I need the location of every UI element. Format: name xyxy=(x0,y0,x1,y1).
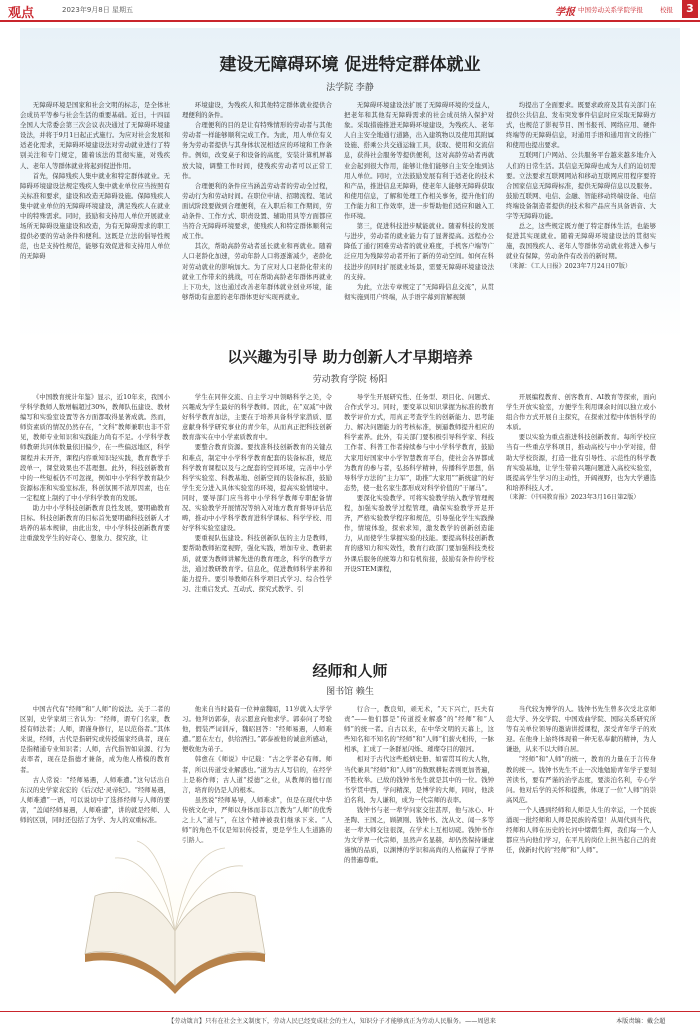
paragraph: 虽然说“经师易导，人师难求”，但是在现代中华传统文化中，严师以身体而非以言教为“人师”的优秀之上人“道与”，在这个精神被我们继承下来。“人师”的角色不仅是知识传授者，更是学生人生道路的 xyxy=(182,795,332,835)
article-source: （来源：《中国教育报》2023年3月16日第2版） xyxy=(506,493,640,501)
paragraph: 古人常说：“经师易遇，人师难遭。”这句话出自东汉的史学家袁宏的《后汉纪·灵帝纪》。“经师易遇，人师难遭”一语，可以说切中了选择经师与人师的要害，“盖闻经师易遇，人师难遭”，讲的就是经师、人师的区别，同时还包括了为学、为人的双重标准。 xyxy=(20,775,170,825)
paragraph: 环境建设，为残疾人和其他特定群体就业提供合理便利的条件。 xyxy=(182,101,332,120)
paragraph: 《中国教育统计年鉴》显示，近10年来，我国小学科学教师人数增幅超过30%，教师队伍建设、教材编写和实验室设置等各方面都取得显著成就。然而，师资素质的情况仍然存在，“文科”教师兼职也非不常见，教师专业知识和实践能力尚有不足。小学科学教师教研共同体数量依旧偏少，在一些偏远地区，科学课程并未开齐，课程内容重知识轻实践，教育教学手段单一，课堂效果也不甚理想。此外，科技创新教育中的一些短板仍不可忽视，例如中小学科学教育缺少资源标准和实验室标准，科创氛围不浓厚因素，也在一定程度上制约了中小学科学教育的发展。 xyxy=(20,393,170,502)
page-number: 3 xyxy=(682,0,698,18)
paragraph: 合理便利的目的是让有特殊情形的劳动者与其他劳动者一样能够顺利完成工作。为此，用人单位有义务为劳动者提供与其身体状况相适应的环境和工作条件。例如，改变桌子和设备的高度，安装计算机屏幕放大镜，调整工作时间，使残疾劳动者可以正常工作。 xyxy=(182,121,332,180)
paragraph: 要深化实验教学。可将实验教学纳入教学管理规程，加强实验教学过程管理，确保实验教学开足开齐，严格实验教学程序和规范，引导强化学生实践操作，情境体验，探索求知，激发教学的创新创造能力，从而使学生掌握实验的技能。要提高科技创新教育的感知力和实效性，教育行政部门要加强科技类校外课后服务的统筹力和有机衔接，鼓励有条件的学校开设STEM课程， xyxy=(344,493,494,573)
article-byline: 法学院 李静 xyxy=(326,83,374,93)
paragraph: 他来自当时最有一位神童魏昭，11岁就入太学学习。他拜访郭泰，表示愿意向他求学。郭泰问了考验他，假装严词训斥，魏昭回答：“经师易遇，人师难遭。”愿在左右，供给洒扫。”郭泰被他的诚意所感动，便收他为弟子。 xyxy=(182,705,332,754)
paragraph: 无障碍环境建设法扩展了无障碍环境的受益人，把老年和其他有无障碍需求的社会成员纳入保护对象。采取措施推进无障碍环境建设，为残疾人、老年人自主安全地通行道路，出入建筑物以及使用其附属设施、搭乘公共交通运输工具，获取、使用和交流信息，获得社会服务等提供便利，这对高龄劳动者再就业会起到很大作用，能够让他们能够自主安全地到达用人单位。同时，立法鼓励发展有利于适老化的技术和产品，推进信息无障碍，使老年人能够无障碍获取和使用信息，了解和处理工作相关事务，提升他们的工作能力和工作效率，进一步帮助他们适应和融入工作环境。 xyxy=(344,101,494,221)
paragraph: 互联网门户网站、公共服务平台越来越多地介入人们的日常生活。其信息无障碍也成为人们的迫切需要。立法要求互联网网站和移动互联网应用程序要符合国家信息无障碍标准，提供无障碍信息以及服务。鼓励互联网、电信、金融、智能移动终端设备、电信终端设备制造者提供的技术和产品应当具备语音、大字等无障碍功能。 xyxy=(506,151,656,221)
paragraph: 一个人遇到经师和人师是人生的幸运，一个民族涌现一批经师和人师是民族的希望！从周代到当代，经师和人师在历史的长河中熠熠生辉，我们每一个人都应当向他们学习，在平凡的岗位上担当起自己的责任，做新时代的“经师”和“人师”。 xyxy=(506,805,656,855)
article-body xyxy=(20,100,680,334)
column xyxy=(506,704,656,1004)
column xyxy=(182,100,332,334)
paragraph: 总之，这些规定既方便了特定群体生活，也能够促进其实现就业。随着无障碍环境建设法的贯彻实施，我国残疾人、老年人等群体劳动就业将进入参与就业有保障，劳动条件有改善的新时期。 xyxy=(506,222,656,261)
paragraph: 要整合教育资源。要找准科技创新教育的关键点和难点，制定中小学科学教育配套的装备标准，规范科学教育课程以及与之配套的空间环境，完善中小学科学实验室、科教基地、创新空间的装备标准，鼓励学生充分进入具体实验室的环境，提高实验情境中。同时，要导部门应当将中小学科学教师专职配备情况、实验教学开展情况等纳入对地方教育督导评估范畴，推动中小学科学教育进科学课标、科学学校、用好学科实验室建设。 xyxy=(182,443,332,533)
article-title: 以兴趣为引导 助力创新人才早期培养 xyxy=(227,348,473,366)
paragraph: 无障碍环境是国家和社会文明的标志，是全体社会成员平等参与社会生活的重要基础。近日，十四届全国人大常委会第三次会议表决通过了无障碍环境建设法，并将于9月1日起正式施行。为应对社会发展和适老化需求，无障碍环境建设法对劳动就业进行了特别关注和专门规定，随着该法的贯彻实施，对残疾人、老年人等群体就业将起到促进作用。 xyxy=(20,101,170,170)
paragraph: 当代较为博学的人。钱钟书先生曾多次受北京师范大学、外交学院、中国戏曲学院、国际关系研究所等有关单位领导的邀请讲授课程，深受青年学子的欢迎。在他身上始终体现着一种无私奉献的精神，为人谦逊，从来不以大师自居。 xyxy=(506,705,656,754)
paragraph: 均提出了全面要求。既要求政府及其有关部门在提供公共信息、发布突发事件信息时应采取无障碍方式，也规范了影视节目、图书报刊、网络应用、硬件终端等的无障碍信息，对通用手语和通用盲文的推广和使用也提出要求。 xyxy=(506,101,656,150)
paragraph: 钱钟书与老一辈学问家交往甚厚，他与冰心、叶圣陶、王国之，顾颉刚、钱钟书、沈从文、闻一多等老一辈大师交往很深，在学术上互相切磋。钱钟书作为文学界一代宗师，虽然声名显赫，却仍然保持谦虚谨慎的品质，以渊博的学识和高尚的人格赢得了学界的普遍尊重。 xyxy=(344,805,494,865)
article-source: （来源：《工人日报》2023年7月24日07版） xyxy=(506,262,632,270)
article-body xyxy=(20,392,680,644)
open-book-illustration xyxy=(75,836,275,1004)
paragraph: 相对于古代这些彪炳史册、如雷贯耳的大人物，当代兼具“经师”和“人师”的数默耕耘者则更加普遍，不胜枚举。已故的钱钟书先生就是其中的一位。钱钟书学贯中西，学问精深，是博学的大师，同时，他淡泊名利、为人谦和，成为一代宗师的表率。 xyxy=(344,755,494,804)
page-editor: 本版责编：戴会超 xyxy=(616,1018,666,1025)
column xyxy=(344,704,494,1004)
paragraph: 要重视队伍建设。科技创新队伍的主力是教师，要帮助教师拓宽视野，强化实践，增加专业、教研素质，就要为教师讲解先进的教育理念，科学的教学方法，通过教研教育学。信息化，促进教师科学素养和能力提升。要引导教师在科学项目式学习、综合性学习、注重启发式、互动式、探究式教学、引 xyxy=(182,534,332,593)
article-title: 经师和人师 xyxy=(312,662,388,680)
paragraph: 学生在同伴交流、自主学习中领略科学之美，令兴趣成为学生最好的科学教师。因此，在“双减”中做好科学教育加法，主要在于培养具备科学家潜质、愿意献身科学研究事业的青少年，从而真正把科技创新教育落实在中小学素质教育中。 xyxy=(182,393,332,442)
labor-motto: 【劳动箴言】只有在社会主义制度下，劳动人民已经变成社会的主人，知识分子才能够真正为劳动人民服务。——周恩来 xyxy=(168,1018,496,1025)
article-2 xyxy=(20,340,680,650)
column xyxy=(20,392,170,644)
column xyxy=(506,100,656,334)
issue-date: 2023年9月8日 星期五 xyxy=(62,6,133,14)
article-1 xyxy=(20,28,680,338)
article-title: 建设无障碍环境 促进特定群体就业 xyxy=(219,55,481,75)
paper-name: 中国劳动关系学院学报 xyxy=(578,6,643,14)
article-byline: 劳动教育学院 杨阳 xyxy=(312,375,388,385)
page-header xyxy=(0,0,700,22)
column xyxy=(20,704,170,832)
column xyxy=(20,100,170,334)
paragraph: “经师”和“人师”的统一，教育的力量在于言传身教的统一。钱钟书先生不止一次地勉励青年学子要刻苦读书，要有严谨的治学态度，要淡泊名利，专心学问。他对后学的关怀和提携，体现了一位“人师”的崇高风范。 xyxy=(506,755,656,804)
column xyxy=(344,392,494,644)
column xyxy=(344,100,494,334)
paragraph: 要以实验为重点推进科技创新教育。每所学校应当有一些重点学科项目，推动高校与中小学对接，借助大学校资源，打造一批有引导性、示范性的科学教育实验基地，让学生带着兴趣问题进入高校实验室，既提高学生学习的主动性，开阔视野，也为大学遴选和培养科技人才。 xyxy=(506,433,656,492)
page-footer xyxy=(0,1011,700,1030)
section-name: 观点 xyxy=(8,6,35,21)
paragraph: 导学生开展研究性、任务型、项目化、问题式、合作式学习。同时，要变革以知识掌握为标准的教育教学评价方式，用真正考查学生的创新能力、思考能力、解决问题能力的考核标准，倒逼教师提升相应的科学素养。此外，有关部门要积极引导科学家、科技工作者、科普工作者持续参与中小学科学教育，鼓励大家用好国家中小学智慧教育平台，使社会各界都成为教育的参与者，弘扬科学精神，传播科学思想，倡导科学方法的“主力军”，助推“大家用”“新统建”的好态势，使一批名家生都形成对科学价值的“干屠马”。 xyxy=(344,393,494,492)
paragraph: 行合一，教良知，顽无术，“天下兴亡，匹夫有责”——他们都是“传道授业解惑”的“经师”和“人师”的统一者。自古以来，在中华文明的天幕上，这些知名和不知名的“经师”和“人师”们薪火相传，一脉相承，汇成了一条群星闪烁、璀璨夺目的银河。 xyxy=(344,705,494,754)
paragraph: 首先，保障残疾人集中就业和特定群体就业。无障碍环境建设法规定残疾人集中就业单位应当按照有关标准和要求，建设和改造无障碍设施。保障残疾人集中就业单位的无障碍环境建设，满足残疾人在就业中的特殊需求。同时，鼓励和支持用人单位开展就业场所无障碍设施建设和改造，为有无障碍需求的职工提供必要的劳动条件和便利。这既是立法的倡导性规范，也是支持性规范，能够有效促进和支持用人单位的无障碍 xyxy=(20,171,170,261)
paragraph: 韩愈在《师说》中记载：“古之学者必有师。师者，所以传道受业解惑也。”道为古人写信的，在经学上是称作师；古人道“授德”之业，从教师的德行而言，培育的仍是人的根本。 xyxy=(182,755,332,794)
brand-logo: 学报 xyxy=(555,7,575,18)
paper-subtitle: 校报 xyxy=(660,6,673,14)
paragraph: 中国古代有“经师”和“人师”的说法。关于二者的区别，史学家胡三省认为：“经师，谓专门名家，教授有师法者；人师，谓谨身修行，足以范俗者。”其体来说，经师，古代是指研究或传授儒家经典者，现在是指精通专业知识者；人师，古代指智如泉源、行为表率者，现在是指德才兼备，成为他人楷模的教育者。 xyxy=(20,705,170,774)
paragraph: 其次，帮助高龄劳动者延长就业和再就业。随着人口老龄化加速，劳动年龄人口将逐渐减少，老龄化对劳动就业的影响加大。为了应对人口老龄化带来的就业工作带来的挑战，可在帮助高龄老年群体再就业上下功夫，这也通过改善老年群体就业创业环境，能够帮助有意愿的老年群体更好实现再就业。 xyxy=(182,242,332,301)
column xyxy=(506,392,656,644)
paragraph: 开展编程教育、创客教育、AI教育等探索，面向学生开放实验室，方便学生利用课余时间以独立或小组合作方式开展自主探究，在探索过程中体悟科学的本质。 xyxy=(506,393,656,432)
paragraph: 第三，促进科技进步赋能就业。随着科技的发展与进步，劳动者的就业能力有了显著提高。远程办公降低了通行困难劳动者的就业难度，手机客户端等广泛应用为残障劳动者开拓了新的劳动空间。如何在科技进步的同时扩展就业场景，需要无障碍环境建设法的支持。 xyxy=(344,222,494,281)
paragraph: 合理便利的条件应当涵盖劳动者的劳动全过程，劳动行为和劳动时间。在职位申请、招聘流程、笔试面试阶段要做到合理便利，在入职后和工作期间，劳动条件、工作方式、职责设置、辅助用具等方面都应当符合无障碍环境要求，使残疾人和特定群体顺利完成工作。 xyxy=(182,181,332,241)
column xyxy=(182,704,332,835)
article-byline: 图书馆 赖生 xyxy=(326,687,374,697)
paragraph: 为此，立法专章规定了“无障碍信息交流”，从贯彻实施到用户终端，从手语字幕到盲解视频 xyxy=(344,282,494,301)
paragraph: 助力中小学科技创新教育良性发展，要明确教育目标。科技创新教育的目标首先要明确科技创新人才培养的基本规律，由此出发，中小学科技创新教育要注重激发学生的好奇心、想象力、探究欲，让 xyxy=(20,504,170,543)
column xyxy=(182,392,332,644)
